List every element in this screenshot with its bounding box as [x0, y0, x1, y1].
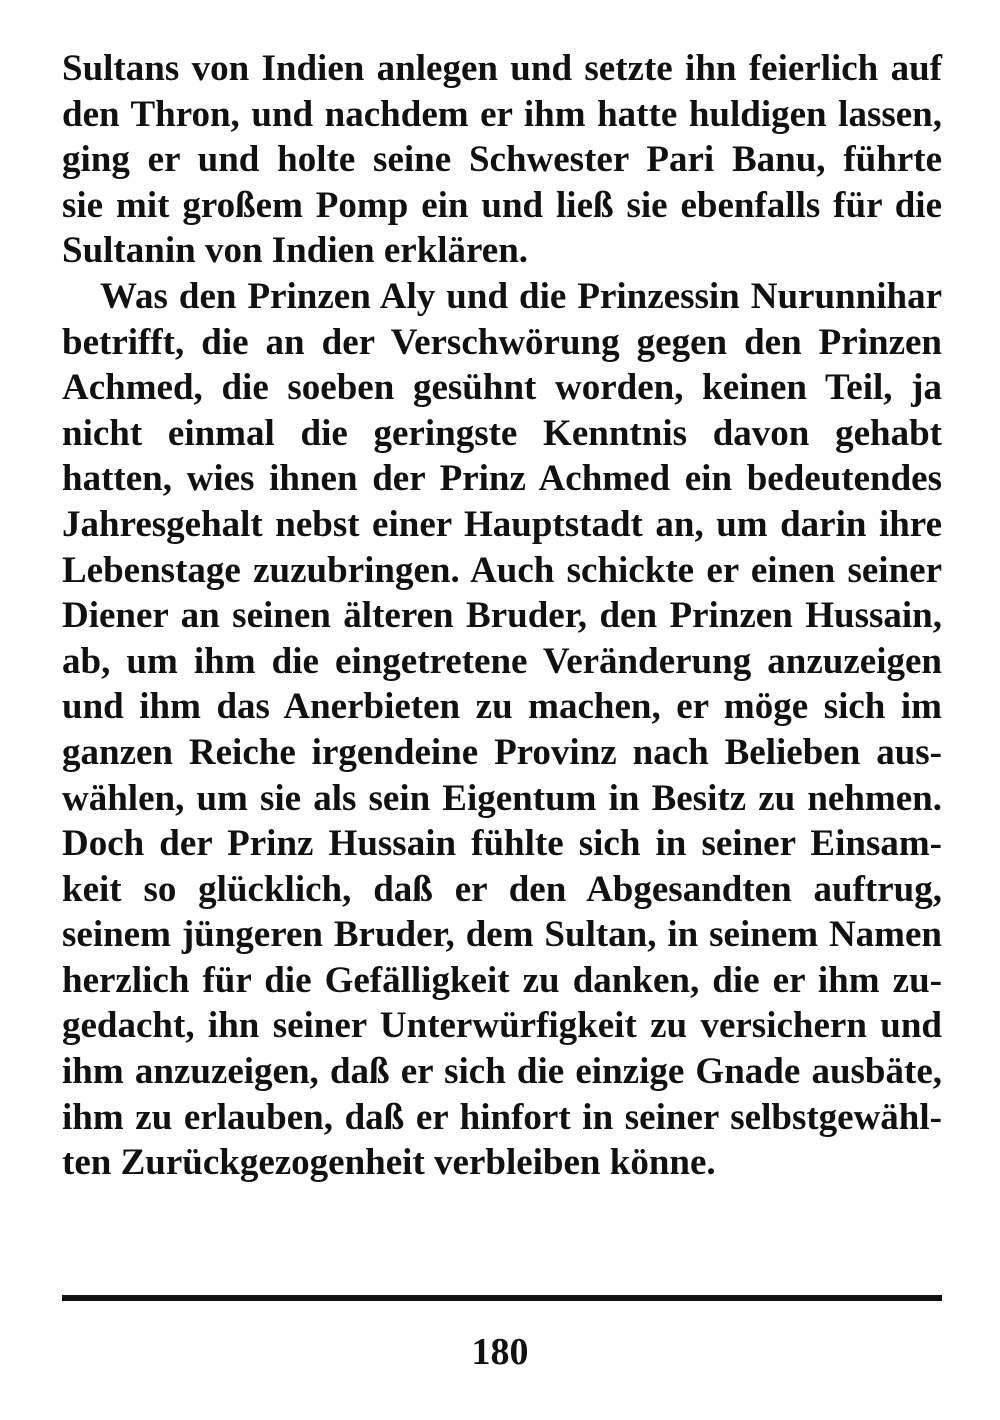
text-line: Doch der Prinz Hussain fühlte sich in seiner Einsam-: [62, 823, 942, 865]
text-line: Lebenstage zuzubringen. Auch schickte er einen seiner: [62, 549, 942, 591]
text-line: ging er und holte seine Schwester Pari Banu, führte: [62, 139, 942, 181]
text-line: ab, um ihm die eingetretene Veränderung anzuzeigen: [62, 640, 942, 682]
text-line: nicht einmal die geringste Kenntnis davon gehabt: [62, 412, 942, 454]
page-number: 180: [471, 1331, 529, 1373]
text-line: ganzen Reiche irgendeine Provinz nach Belieben aus-: [62, 731, 942, 773]
text-line: und ihm das Anerbieten zu machen, er möge sich im: [62, 686, 942, 728]
paragraph-start-line: Was den Prinzen Aly und die Prinzessin Nurunnihar: [100, 275, 942, 317]
text-line: betrifft, die an der Verschwörung gegen den Prinzen: [62, 321, 942, 363]
text-line: ihm anzuzeigen, daß er sich die einzige Gnade ausbäte,: [62, 1051, 942, 1093]
text-line: Achmed, die soeben gesühnt worden, keinen Teil, ja: [62, 367, 942, 409]
text-line: den Thron, und nachdem er ihm hatte huldigen lassen,: [62, 93, 942, 135]
text-line: Jahresgehalt nebst einer Hauptstadt an, um darin ihre: [62, 503, 942, 545]
text-line: herzlich für die Gefälligkeit zu danken, die er ihm zu-: [62, 959, 942, 1001]
horizontal-rule: [62, 1295, 942, 1301]
text-line: keit so glücklich, daß er den Abgesandten auftrug,: [62, 868, 942, 910]
text-line: gedacht, ihn seiner Unterwürfigkeit zu versichern und: [62, 1005, 942, 1047]
text-line: ihm zu erlauben, daß er hinfort in seiner selbstgewähl-: [62, 1096, 942, 1138]
text-line: hatten, wies ihnen der Prinz Achmed ein bedeutendes: [62, 458, 942, 500]
text-line: wählen, um sie als sein Eigentum in Besitz zu nehmen.: [62, 777, 942, 819]
text-line: sie mit großem Pomp ein und ließ sie ebenfalls für die: [62, 184, 942, 226]
text-line: Diener an seinen älteren Bruder, den Prinzen Hussain,: [62, 595, 942, 637]
text-line: Sultans von Indien anlegen und setzte ihn feierlich auf: [62, 48, 942, 89]
paragraph-end-line: ten Zurückgezogenheit verbleiben könne.: [62, 1142, 716, 1184]
paragraph-end-line: Sultanin von Indien erklären.: [62, 230, 529, 272]
text-line: seinem jüngeren Bruder, dem Sultan, in seinem Namen: [62, 914, 942, 956]
body-text: [62, 46, 942, 1186]
